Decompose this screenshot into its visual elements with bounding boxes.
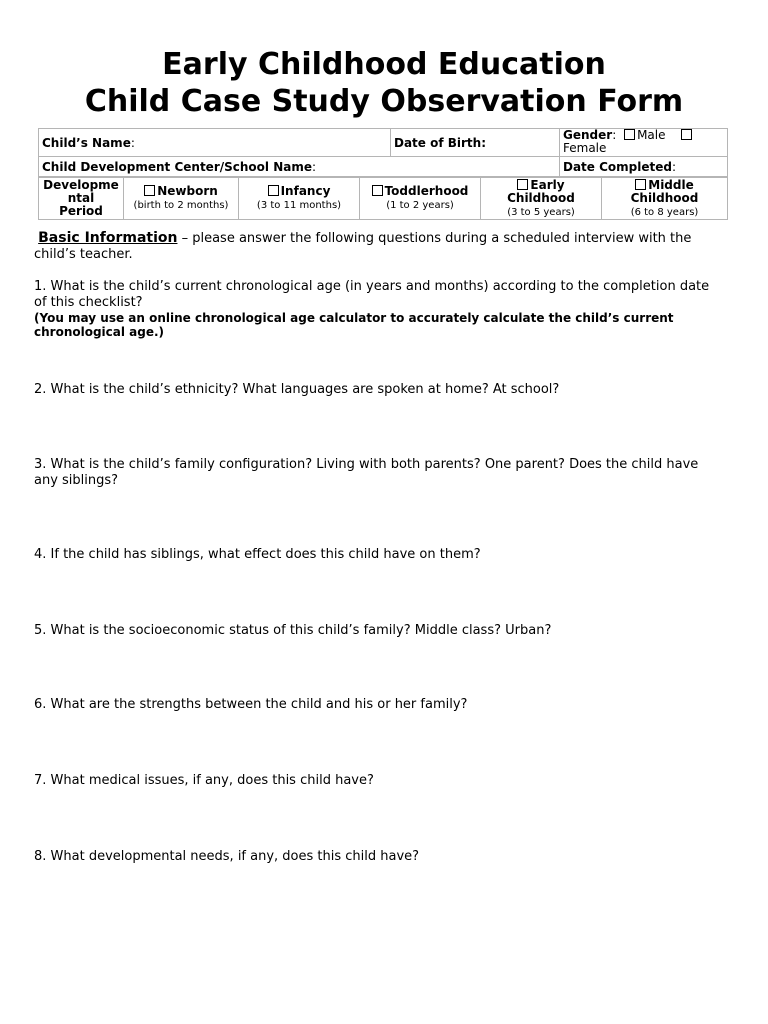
question-3-text: 3. What is the child’s family configuration? Living with both parents? One parent? Does the child have any siblings?	[34, 457, 699, 488]
developmental-period-label: Developme ntal Period	[39, 178, 124, 220]
early-childhood-checkbox[interactable]	[517, 179, 528, 190]
form-title-line2: Child Case Study Observation Form	[84, 84, 684, 119]
option-newborn[interactable]: Newborn (birth to 2 months)	[124, 178, 239, 220]
basic-information-text: – please answer the following questions during a scheduled interview with the child’s teacher.	[34, 231, 692, 262]
infancy-checkbox[interactable]	[268, 185, 279, 196]
question-4	[34, 547, 724, 563]
basic-information-intro	[34, 230, 724, 263]
question-7-text: 7. What medical issues, if any, does this child have?	[34, 773, 374, 788]
option-infancy[interactable]: Infancy (3 to 11 months)	[239, 178, 360, 220]
gender-label: Gender	[563, 128, 613, 142]
question-6	[34, 697, 724, 713]
child-info-table	[38, 128, 728, 177]
question-1-text: 1. What is the child’s current chronological age (in years and months) according to the completion date of this checklist?	[34, 279, 710, 310]
question-2	[34, 382, 724, 398]
date-completed-cell[interactable]: Date Completed:	[560, 157, 728, 177]
toddlerhood-checkbox[interactable]	[372, 185, 383, 196]
newborn-checkbox[interactable]	[144, 185, 155, 196]
question-6-text: 6. What are the strengths between the child and his or her family?	[34, 697, 468, 712]
option-middle-childhood[interactable]: Middle Childhood (6 to 8 years)	[602, 178, 728, 220]
question-5-text: 5. What is the socioeconomic status of this child’s family? Middle class? Urban?	[34, 623, 552, 638]
question-2-text: 2. What is the child’s ethnicity? What languages are spoken at home? At school?	[34, 382, 560, 397]
basic-information-heading: Basic Information	[38, 230, 178, 246]
date-of-birth-cell[interactable]	[391, 129, 560, 157]
question-8	[34, 849, 724, 865]
center-name-cell[interactable]: Child Development Center/School Name:	[39, 157, 560, 177]
child-name-label: Child’s Name	[42, 135, 131, 150]
male-checkbox[interactable]	[624, 129, 635, 140]
option-early-childhood[interactable]: Early Childhood (3 to 5 years)	[481, 178, 602, 220]
question-8-text: 8. What developmental needs, if any, does this child have?	[34, 849, 420, 864]
question-5	[34, 623, 724, 639]
form-title-line1: Early Childhood Education	[162, 47, 606, 82]
question-7	[34, 773, 724, 789]
male-label: Male	[637, 128, 666, 142]
developmental-period-table	[38, 177, 728, 220]
middle-childhood-checkbox[interactable]	[635, 179, 646, 190]
child-name-cell[interactable]: Child’s Name:	[39, 129, 391, 157]
female-label: Female	[563, 141, 607, 155]
question-4-text: 4. If the child has siblings, what effect does this child have on them?	[34, 547, 481, 562]
date-of-birth-label: Date of Birth:	[394, 135, 487, 150]
option-toddlerhood[interactable]: Toddlerhood (1 to 2 years)	[360, 178, 481, 220]
female-checkbox[interactable]	[681, 129, 692, 140]
date-completed-label: Date Completed	[563, 159, 672, 174]
center-name-label: Child Development Center/School Name	[42, 159, 312, 174]
question-1-note: (You may use an online chronological age calculator to accurately calculate the child’s current chronological age.)	[34, 311, 674, 339]
question-1	[34, 279, 724, 339]
gender-cell: Gender: Male Female	[560, 129, 728, 157]
question-3	[34, 457, 724, 489]
